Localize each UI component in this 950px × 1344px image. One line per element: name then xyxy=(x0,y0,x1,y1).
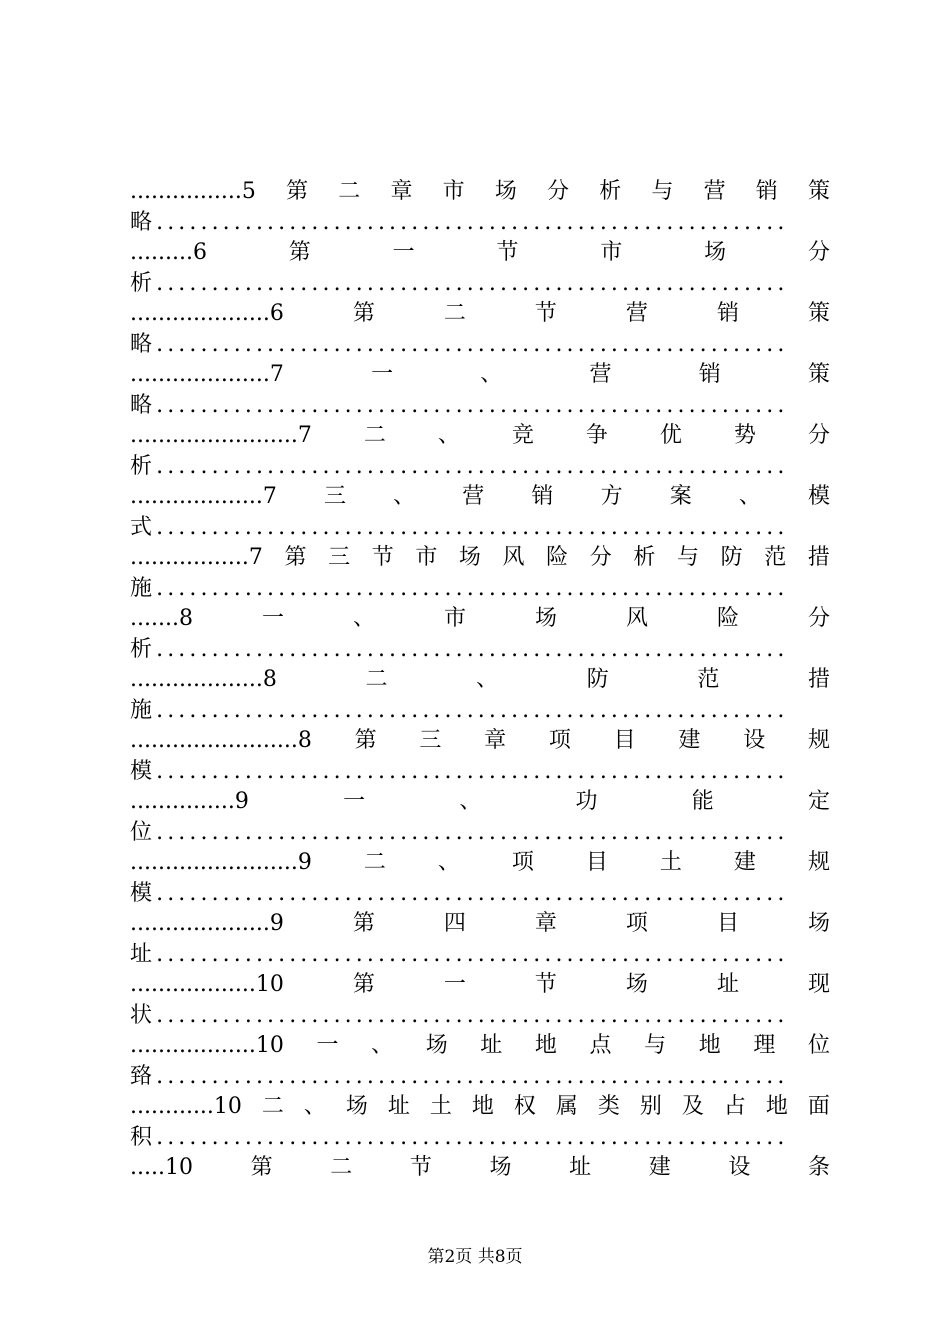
toc-token: 项 xyxy=(511,850,534,875)
toc-token: 第 xyxy=(354,728,377,753)
toc-token: 第 xyxy=(284,545,307,570)
toc-token: 第 xyxy=(286,179,309,204)
toc-token: 场 xyxy=(425,1033,448,1058)
toc-line xyxy=(130,1062,830,1093)
toc-token: 模......................................................... xyxy=(130,758,789,784)
toc-token: 土 xyxy=(429,1094,452,1119)
toc-line xyxy=(130,208,830,239)
toc-token: 式......................................................... xyxy=(130,514,789,540)
toc-token: 析 xyxy=(633,545,656,570)
toc-token: 第 xyxy=(352,301,375,326)
toc-token: 章 xyxy=(534,911,557,936)
toc-token: 理 xyxy=(753,1033,776,1058)
toc-token: ........................8 xyxy=(130,728,312,753)
toc-token: 面 xyxy=(807,1094,830,1119)
toc-token: .......8 xyxy=(130,606,193,631)
toc-line xyxy=(130,1031,830,1062)
toc-token: ................5 xyxy=(130,179,256,204)
toc-token: 营 xyxy=(625,301,648,326)
toc-token: 三 xyxy=(324,484,347,509)
toc-token: 一 xyxy=(443,972,466,997)
toc-token: 目 xyxy=(716,911,739,936)
toc-line xyxy=(130,848,830,879)
toc-line xyxy=(130,330,830,361)
toc-token: .................7 xyxy=(130,545,263,570)
toc-token: 地 xyxy=(698,1033,721,1058)
toc-line xyxy=(130,757,830,788)
toc-token: 四 xyxy=(443,911,466,936)
toc-token: 范 xyxy=(764,545,787,570)
toc-token: 、 xyxy=(459,789,482,814)
toc-token: 位 xyxy=(807,1033,830,1058)
toc-token: 址 xyxy=(387,1094,410,1119)
toc-token: 销 xyxy=(531,484,554,509)
page-footer: 第2页 共8页 xyxy=(427,1247,523,1267)
toc-token: 策 xyxy=(807,301,830,326)
toc-token: 规 xyxy=(807,850,830,875)
toc-token: 市 xyxy=(415,545,438,570)
toc-token: ........................9 xyxy=(130,850,312,875)
toc-line xyxy=(130,421,830,452)
toc-token: 积......................................................... xyxy=(130,1124,789,1150)
toc-line xyxy=(130,299,830,330)
toc-token: ............10 xyxy=(130,1094,242,1119)
toc-token: 分 xyxy=(807,606,830,631)
toc-token: 分 xyxy=(807,240,830,265)
toc-token: 一 xyxy=(261,606,284,631)
toc-token: 地 xyxy=(765,1094,788,1119)
toc-token: 、 xyxy=(303,1094,326,1119)
toc-token: 址 xyxy=(716,972,739,997)
toc-token: 析......................................................... xyxy=(130,453,789,479)
toc-token: 略......................................................... xyxy=(130,209,789,235)
toc-token: 略......................................................... xyxy=(130,331,789,357)
toc-line xyxy=(130,360,830,391)
toc-token: .....10 xyxy=(130,1155,193,1180)
toc-token: 功 xyxy=(575,789,598,814)
toc-token: 地 xyxy=(471,1094,494,1119)
toc-token: 分 xyxy=(807,423,830,448)
toc-token: 项 xyxy=(625,911,648,936)
toc-token: 、 xyxy=(476,667,499,692)
toc-token: 建 xyxy=(733,850,756,875)
toc-token: 二 xyxy=(363,423,386,448)
toc-token: 分 xyxy=(589,545,612,570)
toc-token: 章 xyxy=(484,728,507,753)
toc-token: 点 xyxy=(589,1033,612,1058)
toc-token: 节 xyxy=(534,301,557,326)
toc-token: 、 xyxy=(437,850,460,875)
toc-token: 一 xyxy=(371,362,394,387)
toc-token: 竞 xyxy=(511,423,534,448)
toc-token: ...................7 xyxy=(130,484,277,509)
toc-line xyxy=(130,452,830,483)
toc-token: 、 xyxy=(480,362,503,387)
toc-token: 节 xyxy=(496,240,519,265)
toc-token: 争 xyxy=(585,423,608,448)
toc-token: 位......................................................... xyxy=(130,819,789,845)
toc-token: 措 xyxy=(807,545,830,570)
toc-token: 占 xyxy=(723,1094,746,1119)
toc-line xyxy=(130,574,830,605)
toc-token: 析 xyxy=(599,179,622,204)
toc-token: 一 xyxy=(343,789,366,814)
toc-token: ..................10 xyxy=(130,1033,284,1058)
toc-token: 二 xyxy=(443,301,466,326)
toc-line xyxy=(130,543,830,574)
toc-token: 风 xyxy=(625,606,648,631)
toc-token: 节 xyxy=(534,972,557,997)
toc-token: 防 xyxy=(720,545,743,570)
toc-token: 与 xyxy=(676,545,699,570)
toc-token: 状......................................................... xyxy=(130,1002,789,1028)
toc-line xyxy=(130,879,830,910)
toc-token: ........................7 xyxy=(130,423,312,448)
toc-token: 场 xyxy=(625,972,648,997)
toc-line xyxy=(130,696,830,727)
toc-token: ....................9 xyxy=(130,911,284,936)
toc-token: 二 xyxy=(363,850,386,875)
toc-token: 条 xyxy=(807,1155,830,1180)
toc-token: 优 xyxy=(659,423,682,448)
toc-token: 施......................................................... xyxy=(130,575,789,601)
toc-token: 险 xyxy=(716,606,739,631)
toc-token: 址......................................................... xyxy=(130,941,789,967)
toc-token: .........6 xyxy=(130,240,207,265)
toc-token: 、 xyxy=(738,484,761,509)
toc-token: 模 xyxy=(807,484,830,509)
toc-token: 第 xyxy=(250,1155,273,1180)
toc-token: 险 xyxy=(546,545,569,570)
toc-line xyxy=(130,665,830,696)
toc-token: 二 xyxy=(330,1155,353,1180)
toc-line xyxy=(130,482,830,513)
toc-token: 防 xyxy=(586,667,609,692)
toc-token: 略......................................................... xyxy=(130,392,789,418)
toc-token: 建 xyxy=(678,728,701,753)
toc-token: 势 xyxy=(733,423,756,448)
toc-token: 案 xyxy=(669,484,692,509)
toc-token: ...................8 xyxy=(130,667,277,692)
toc-token: 营 xyxy=(462,484,485,509)
toc-token: 措 xyxy=(807,667,830,692)
toc-token: 第 xyxy=(288,240,311,265)
toc-body xyxy=(130,177,830,1184)
toc-token: 分 xyxy=(547,179,570,204)
toc-line xyxy=(130,1092,830,1123)
toc-token: 销 xyxy=(698,362,721,387)
toc-line xyxy=(130,726,830,757)
toc-token: 市 xyxy=(600,240,623,265)
toc-token: 场 xyxy=(489,1155,512,1180)
toc-token: 、 xyxy=(393,484,416,509)
toc-token: 范 xyxy=(697,667,720,692)
toc-token: 目 xyxy=(613,728,636,753)
toc-token: 析......................................................... xyxy=(130,636,789,662)
toc-token: 、 xyxy=(437,423,460,448)
toc-token: 、 xyxy=(371,1033,394,1058)
toc-token: 第 xyxy=(352,911,375,936)
toc-token: 节 xyxy=(409,1155,432,1180)
toc-token: 析......................................................... xyxy=(130,270,789,296)
toc-line xyxy=(130,238,830,269)
toc-token: 三 xyxy=(419,728,442,753)
toc-token: 场 xyxy=(458,545,481,570)
toc-token: 目 xyxy=(585,850,608,875)
toc-token: 臵......................................................... xyxy=(130,1063,789,1089)
toc-token: 市 xyxy=(442,179,465,204)
toc-token: 土 xyxy=(659,850,682,875)
toc-token: 三 xyxy=(328,545,351,570)
toc-token: 一 xyxy=(392,240,415,265)
toc-token: 二 xyxy=(365,667,388,692)
toc-token: 风 xyxy=(502,545,525,570)
toc-line xyxy=(130,940,830,971)
toc-token: 建 xyxy=(648,1155,671,1180)
toc-line xyxy=(130,818,830,849)
toc-token: 章 xyxy=(390,179,413,204)
toc-token: 场 xyxy=(534,606,557,631)
toc-token: 策 xyxy=(807,179,830,204)
toc-token: 模......................................................... xyxy=(130,880,789,906)
toc-token: 场 xyxy=(494,179,517,204)
toc-token: 场 xyxy=(345,1094,368,1119)
toc-token: 权 xyxy=(513,1094,536,1119)
toc-token: ..................10 xyxy=(130,972,284,997)
toc-token: 设 xyxy=(743,728,766,753)
toc-token: 设 xyxy=(728,1155,751,1180)
toc-token: ....................6 xyxy=(130,301,284,326)
toc-token: 与 xyxy=(651,179,674,204)
toc-token: ....................7 xyxy=(130,362,284,387)
toc-line xyxy=(130,970,830,1001)
toc-token: 方 xyxy=(600,484,623,509)
toc-line xyxy=(130,513,830,544)
toc-token: 二 xyxy=(338,179,361,204)
toc-token: 别 xyxy=(639,1094,662,1119)
toc-token: 与 xyxy=(644,1033,667,1058)
toc-line xyxy=(130,787,830,818)
toc-token: 二 xyxy=(261,1094,284,1119)
toc-token: 节 xyxy=(371,545,394,570)
toc-token: 营 xyxy=(703,179,726,204)
toc-token: 一 xyxy=(316,1033,339,1058)
toc-line xyxy=(130,1123,830,1154)
toc-line xyxy=(130,177,830,208)
toc-token: 场 xyxy=(807,911,830,936)
toc-token: 场 xyxy=(704,240,727,265)
toc-token: 类 xyxy=(597,1094,620,1119)
toc-token: 及 xyxy=(681,1094,704,1119)
toc-token: 属 xyxy=(555,1094,578,1119)
toc-token: 第 xyxy=(352,972,375,997)
toc-token: 营 xyxy=(589,362,612,387)
toc-token: 、 xyxy=(352,606,375,631)
toc-line xyxy=(130,604,830,635)
toc-line xyxy=(130,1153,830,1184)
toc-token: 地 xyxy=(534,1033,557,1058)
toc-token: 销 xyxy=(716,301,739,326)
toc-token: 规 xyxy=(807,728,830,753)
toc-token: 定 xyxy=(807,789,830,814)
toc-line xyxy=(130,391,830,422)
toc-token: 址 xyxy=(480,1033,503,1058)
toc-token: 址 xyxy=(569,1155,592,1180)
toc-token: 销 xyxy=(755,179,778,204)
toc-token: 施......................................................... xyxy=(130,697,789,723)
toc-token: 市 xyxy=(443,606,466,631)
toc-line xyxy=(130,909,830,940)
toc-token: 现 xyxy=(807,972,830,997)
toc-token: 项 xyxy=(548,728,571,753)
toc-line xyxy=(130,635,830,666)
toc-token: 能 xyxy=(691,789,714,814)
toc-line xyxy=(130,1001,830,1032)
toc-token: 策 xyxy=(807,362,830,387)
toc-line xyxy=(130,269,830,300)
toc-token: ...............9 xyxy=(130,789,249,814)
